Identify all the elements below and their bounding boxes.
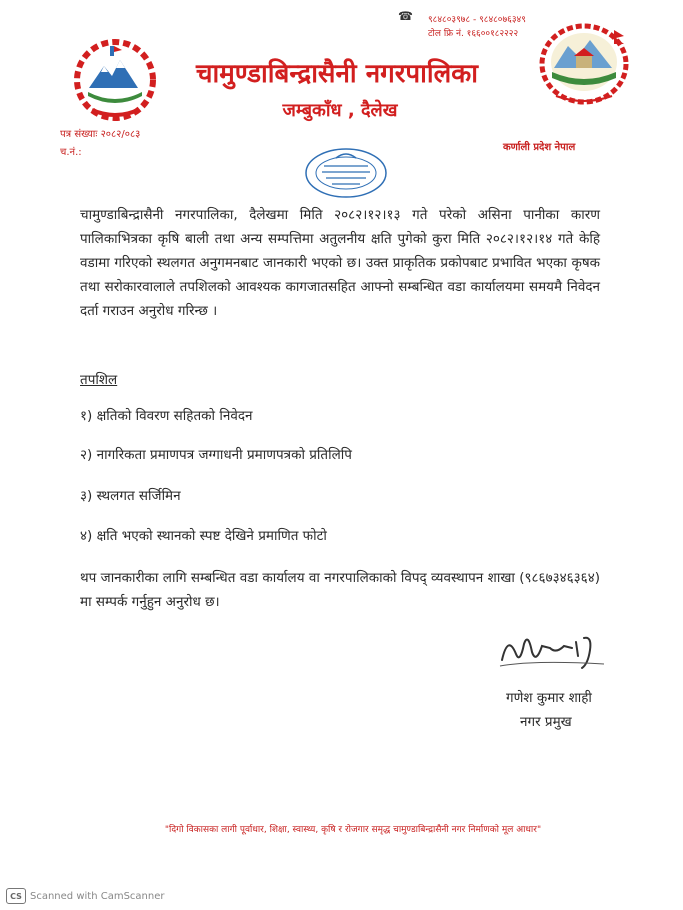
camscanner-logo: CS	[6, 888, 26, 904]
details-heading: तपशिल	[80, 372, 118, 388]
signatory-title: नगर प्रमुख	[520, 714, 572, 730]
scanner-watermark	[6, 888, 165, 904]
phone-icon: ☎	[398, 9, 413, 23]
dispatch-number: च.नं.:	[60, 147, 82, 158]
list-item: १) क्षतिको विवरण सहितको निवेदन	[80, 408, 253, 424]
municipality-title: चामुण्डाबिन्द्रासैनी नगरपालिका	[195, 59, 478, 89]
municipality-location: जम्बुकाँध , दैलेख	[282, 100, 398, 121]
phone-numbers: ९८४८०३९७८ - ९८४८०७६३४९	[428, 15, 526, 25]
letter-number: पत्र संख्याः २०८२/०८३	[60, 129, 141, 140]
watermark-text: Scanned with CamScanner	[30, 890, 165, 902]
official-stamp	[296, 144, 396, 202]
list-item: ४) क्षति भएको स्थानको स्पष्ट देखिने प्रमाणित फोटो	[80, 528, 327, 544]
nepal-emblem-logo	[72, 36, 158, 122]
list-item: २) नागरिकता प्रमाणपत्र जग्गाधनी प्रमाणपत्रको प्रतिलिपि	[80, 447, 352, 463]
municipality-logo	[538, 22, 630, 106]
footer-slogan: "दिगो विकासका लागी पूर्वाधार, शिक्षा, स्वास्थ्य, कृषि र रोजगार समृद्ध चामुण्डाबिन्द्रासैनी नगर निर्माणको मूल आधार"	[164, 825, 542, 835]
signatory-name: गणेश कुमार शाही	[506, 690, 592, 706]
contact-paragraph: थप जानकारीका लागि सम्बन्धित वडा कार्यालय वा नगरपालिकाको विपद् व्यवस्थापन शाखा (९८६७३४६३६४) मा सम्पर्क गर्नुहुन अनुरोध छ।	[80, 570, 600, 610]
notice-paragraph: चामुण्डाबिन्द्रासैनी नगरपालिका, दैलेखमा मिति २०८२।१२।१३ गते परेको असिना पानीका कारण पालिकाभित्रका कृषि बाली तथा अन्य सम्पत्तिमा अतुलनीय क्षति पुगेको कुरा मिति २०८२।१२।१४ गते केहि वडामा गरिएको स्थलगत अनुगमनबाट जानकारी भएको छ। उक्त प्राकृतिक प्रकोपबाट प्रभावित भएका कृषक तथा सरोकारवालाले तपशिलको आवश्यक कागजातसहित आफ्नो सम्बन्धित वडा कार्यालयमा समयमै निवेदन दर्ता गराउन अनुरोध गरिन्छ ।	[80, 207, 600, 319]
signature	[494, 624, 614, 676]
list-item: ३) स्थलगत सर्जिमिन	[80, 488, 181, 504]
toll-free-number: टोल फ्रि नं. १६६००१८२२२२	[428, 29, 519, 39]
province-label: कर्णाली प्रदेश नेपाल	[503, 142, 576, 153]
